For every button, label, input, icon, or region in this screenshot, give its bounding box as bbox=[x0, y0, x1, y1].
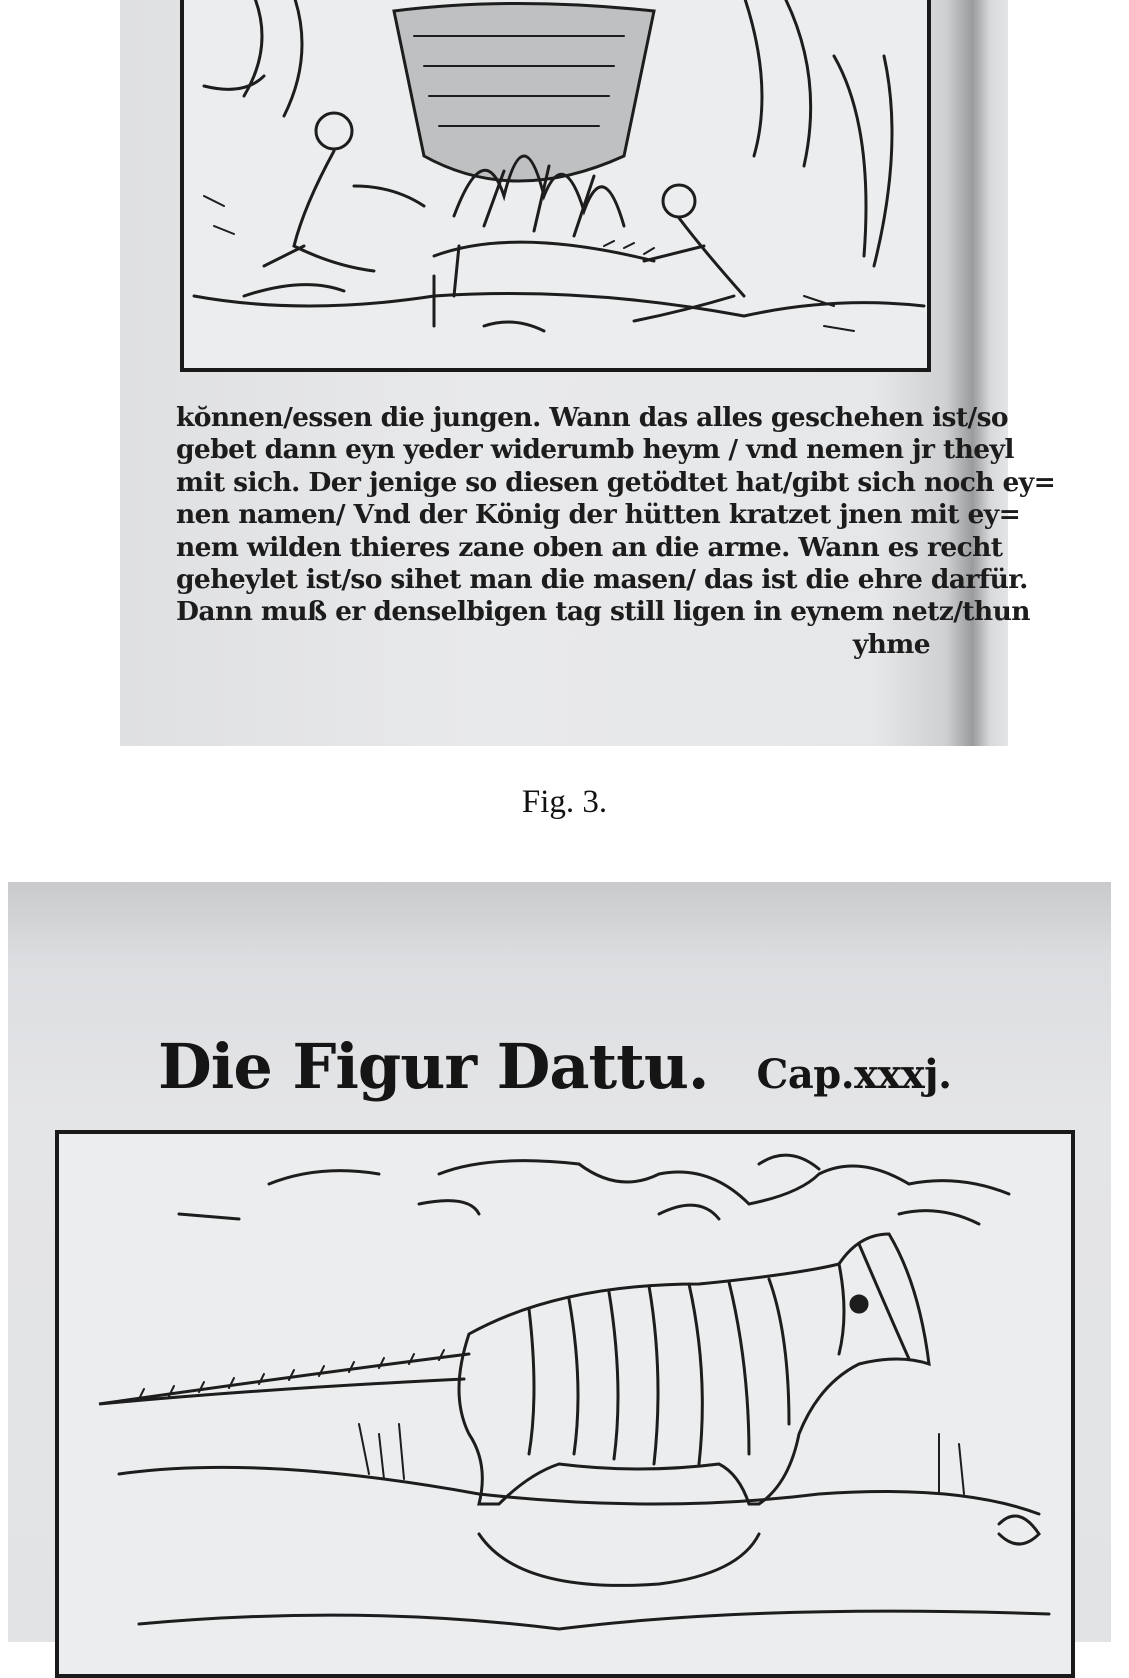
heading-title: Die Figur Dattu. bbox=[158, 1030, 709, 1103]
text-line: gebet dann eyn yeder widerumb heym / vnd nemen jr theyl bbox=[176, 434, 1014, 466]
scan-page-bottom bbox=[8, 882, 1111, 1642]
woodcut-heading bbox=[158, 1030, 952, 1103]
woodcut-dattu-animal bbox=[55, 1130, 1075, 1678]
text-line: geheylet ist/so sihet man die masen/ das ist die ehre darfür. bbox=[176, 564, 1028, 596]
text-line: kŏnnen/essen die jungen. Wann das alles geschehen ist/so bbox=[176, 402, 1008, 433]
text-line: mit sich. Der jenige so diesen getödtet hat/gibt sich noch ey= bbox=[176, 466, 1056, 498]
figure-caption: Fig. 3. bbox=[521, 784, 608, 820]
woodcut-cannibal-scene bbox=[180, 0, 931, 372]
text-line: nem wilden thieres zane oben an die arme. Wann es recht bbox=[176, 531, 1003, 563]
heading-chapter: Cap.xxxj. bbox=[756, 1051, 952, 1098]
blackletter-text-block bbox=[176, 402, 1056, 661]
woodcut-animal-illustration bbox=[59, 1134, 1071, 1674]
scan-page-top bbox=[120, 0, 1056, 746]
catchword: yhme bbox=[852, 628, 930, 660]
woodcut-cannibal-illustration bbox=[184, 0, 927, 368]
text-line: nen namen/ Vnd der König der hütten kratzet jnen mit ey= bbox=[176, 499, 1021, 531]
text-line: Dann muß er denselbigen tag still ligen in eynem netz/thun bbox=[176, 596, 1030, 628]
